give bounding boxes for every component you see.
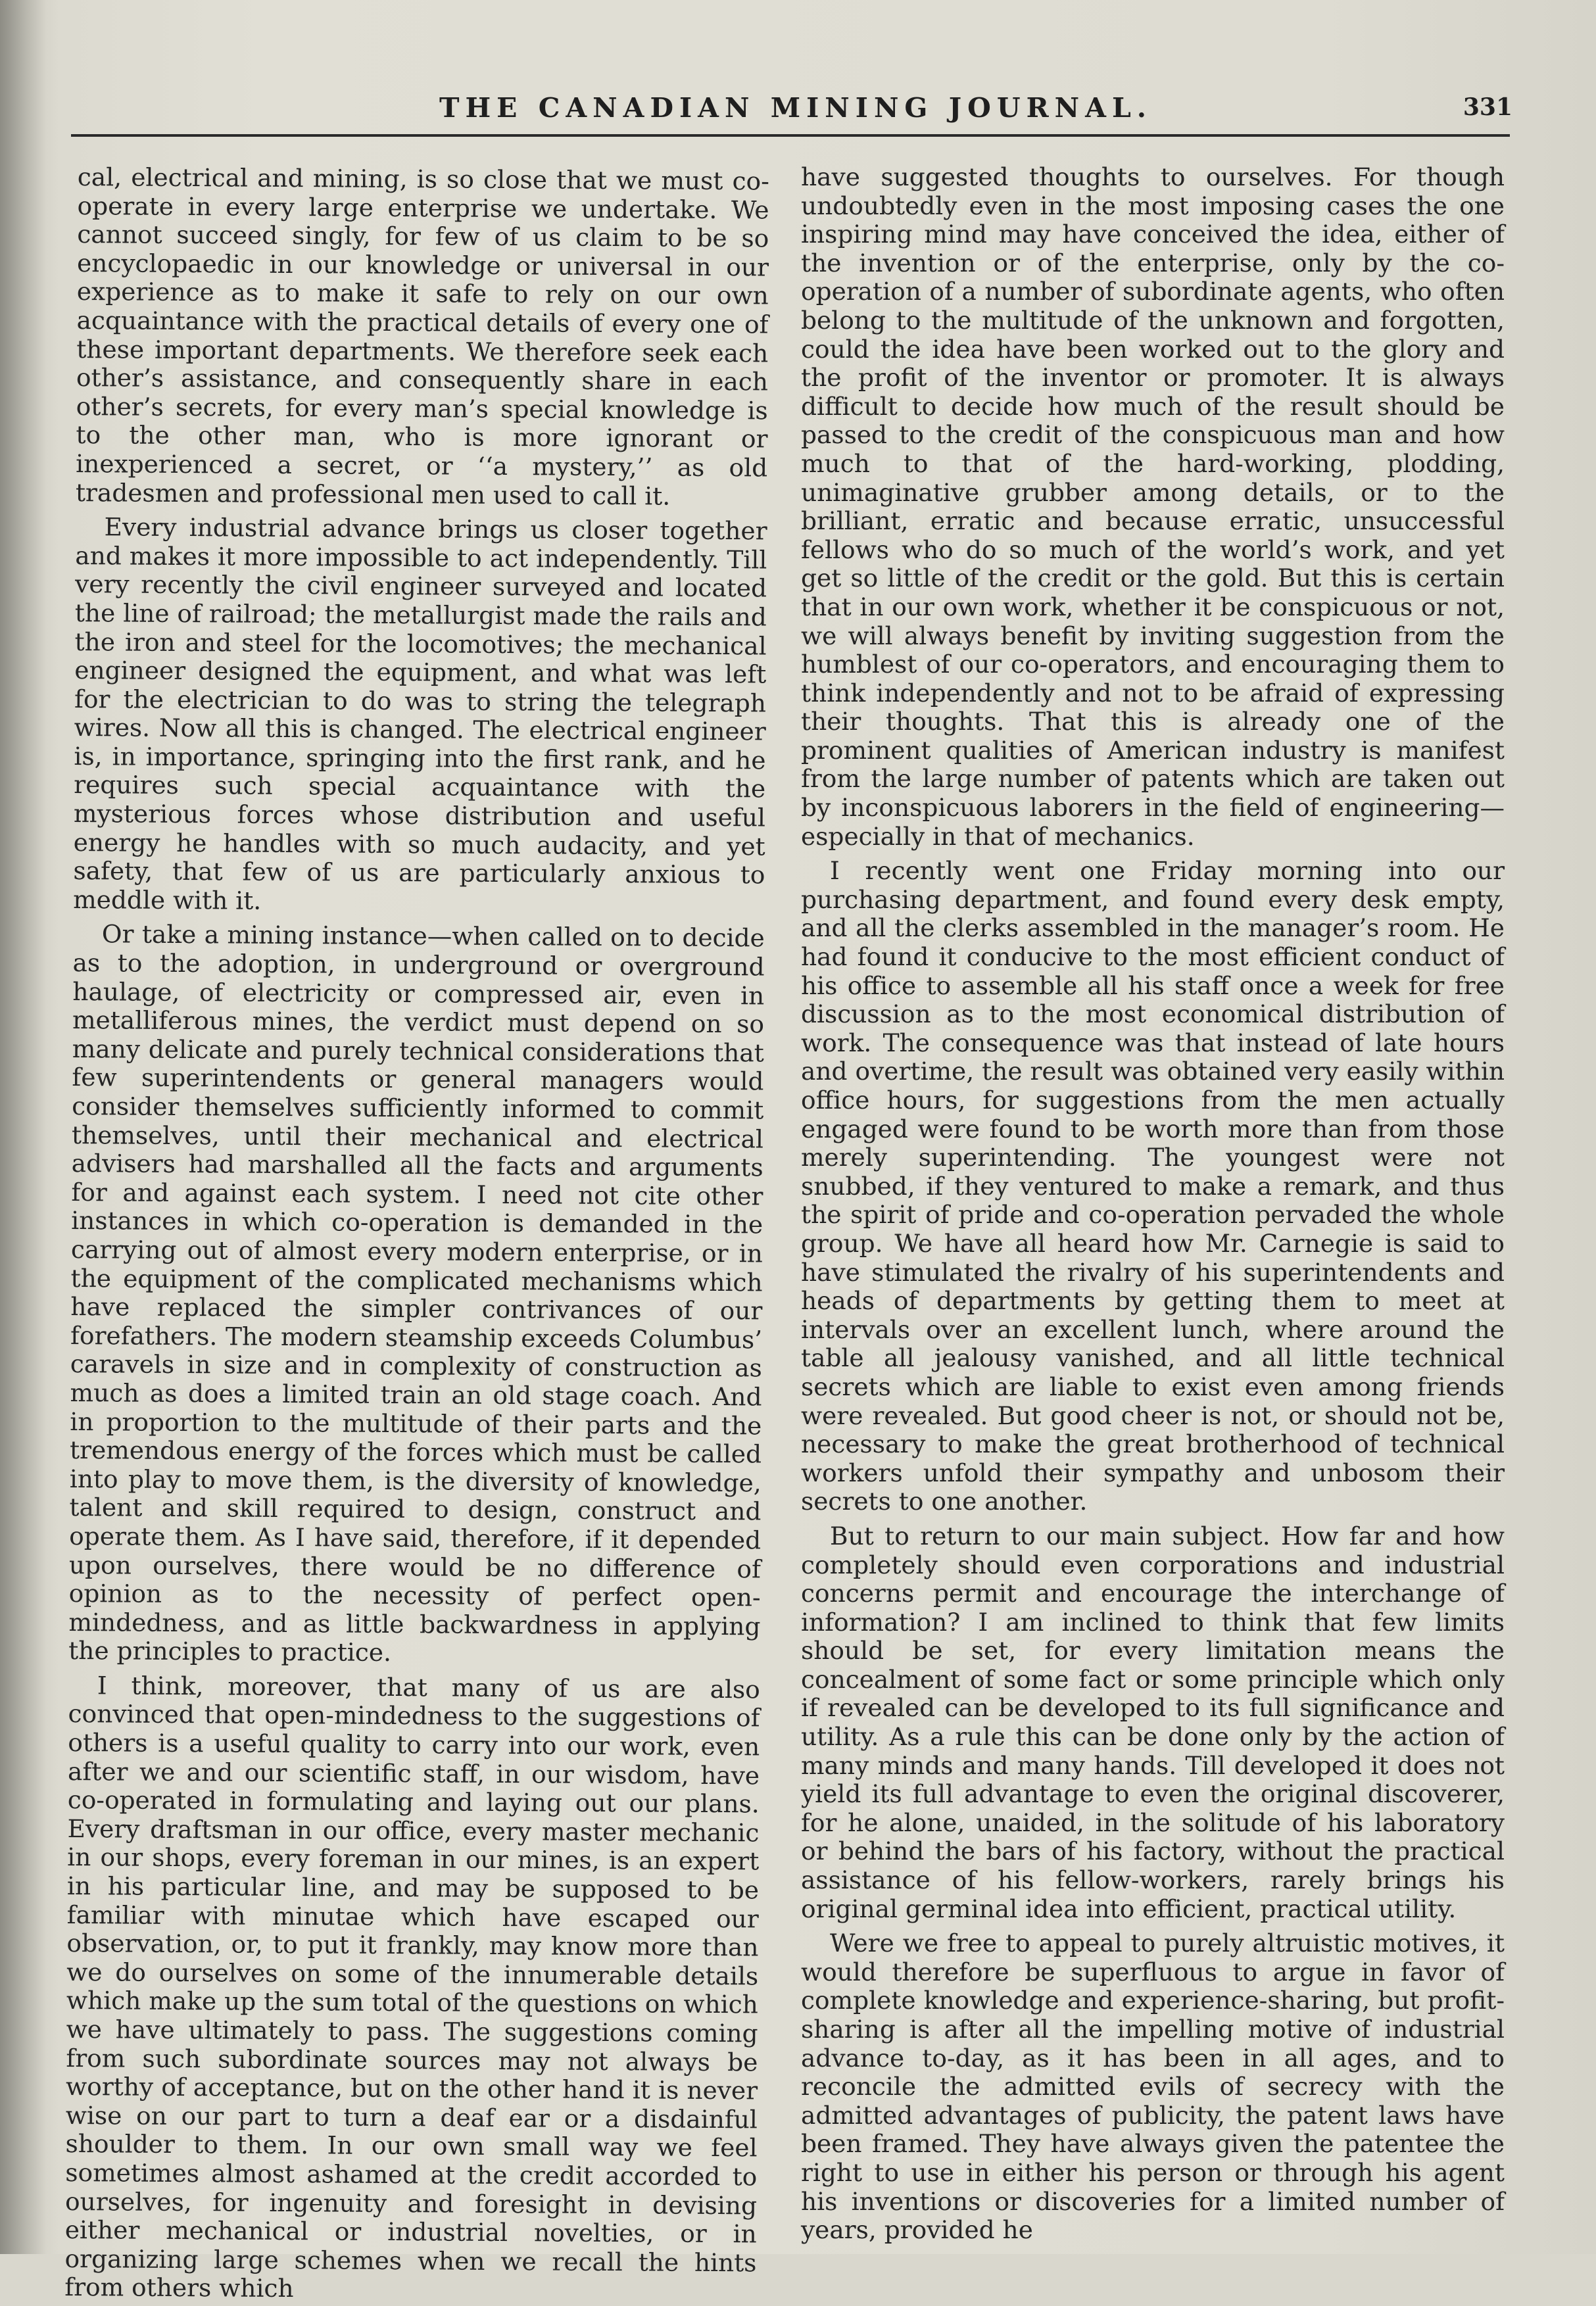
- paragraph: cal, electrical and mining, is so close that we must co-operate in every large enterprise we undertake. We cannot succeed singly, for few of us claim to be so encyclopaedic in our knowledge or universal in our experience as to make it safe to rely on our own acquaintance with the practical details of every one of these important departments. We therefore seek each other’s assistance, and consequently share in each other’s secrets, for every man’s special knowledge is to the other man, who is more ignorant or inexperienced a secret, or ‘‘a mystery,’’ as old tradesmen and professional men used to call it.: [75, 162, 769, 511]
- paragraph: Were we free to appeal to purely altruistic motives, it would therefore be superfluous to argue in favor of complete knowledge and experience-sharing, but profit-sharing is after all the impelling motive of industrial advance to-day, as it has been in all ages, and to reconcile the admitted evils of secrecy with the admitted advantages of publicity, the patent laws have been framed. They have always given the patentee the right to use in either his person or through his agent his inventions or discoveries for a limited number of years, provided he: [801, 1929, 1505, 2245]
- binding-shadow: [0, 0, 46, 2254]
- paragraph: Every industrial advance brings us closer together and makes it more impossible to act independently. Till very recently the civil engineer surveyed and located the line of railroad; the metallurgist made the rails and the iron and steel for the locomotives; the mechanical engineer designed the equipment, and what was left for the electrician to do was to string the telegraph wires. Now all this is changed. The electrical engineer is, in importance, springing into the first rank, and he requires such special acquaintance with the mysterious forces whose distribution and useful energy he handles with so much audacity, and yet safety, that few of us are particularly anxious to meddle with it.: [73, 512, 767, 915]
- paragraph: I recently went one Friday morning into our purchasing department, and found every desk empty, and all the clerks assembled in the manager’s room. He had found it conducive to the most efficient conduct of his office to assemble all his staff once a week for free discussion as to the most economical distribution of work. The consequence was that instead of late hours and overtime, the result was obtained very easily within office hours, for suggestions from the men actually engaged were found to be worth more than from those merely superintending. The youngest were not snubbed, if they ventured to make a remark, and thus the spirit of pride and co-operation pervaded the whole group. We have all heard how Mr. Carnegie is said to have stimulated the rivalry of his superintendents and heads of departments by getting them to meet at intervals over an excellent lunch, where around the table all jealousy vanished, and all little technical secrets which are liable to exist even among friends were revealed. But good cheer is not, or should not be, necessary to make the great brotherhood of technical workers unfold their sympathy and unbosom their secrets to one another.: [801, 856, 1505, 1516]
- paragraph: Or take a mining instance—when called on to decide as to the adoption, in underground or overground haulage, of electricity or compressed air, even in metalliferous mines, the verdict must depend on so many delicate and purely technical considerations that few superintendents or general managers would consider themselves sufficiently informed to commit themselves, until their mechanical and electrical advisers had marshalled all the facts and arguments for and against each system. I need not cite other instances in which co-operation is demanded in the carrying out of almost every modern enterprise, or in the equipment of the complicated mechanisms which have replaced the simpler contrivances of our forefathers. The modern steamship exceeds Columbus’ caravels in size and in complexity of construction as much as does a limited train an old stage coach. And in proportion to the multitude of their parts and the tremendous energy of the forces which must be called into play to move them, is the diversity of knowledge, talent and skill required to design, construct and operate them. As I have said, therefore, if it depended upon ourselves, there would be no difference of opinion as to the necessity of perfect open-mindedness, and as little backwardness in applying the principles to practice.: [68, 919, 765, 1668]
- page-number: 331: [1463, 93, 1512, 121]
- paragraph: I think, moreover, that many of us are also convinced that open-mindedness to the suggestions of others is a useful quality to carry into our work, even after we and our scientific staff, in our wisdom, have co-operated in formulating and laying out our plans. Every draftsman in our office, every master mechanic in our shops, every foreman in our mines, is an expert in his particular line, and may be supposed to be familiar with minutae which have escaped our observation, or, to put it frankly, may know more than we do ourselves on some of the innumerable details which make up the sum total of the questions on which we have ultimately to pass. The suggestions coming from such subordinate sources may not always be worthy of acceptance, but on the other hand it is never wise on our part to turn a deaf ear or a disdainful shoulder to them. In our own small way we feel sometimes almost ashamed at the credit accorded to ourselves, for ingenuity and foresight in devising either mechanical or industrial novelties, or in organizing large schemes when we recall the hints from others which: [64, 1671, 760, 2303]
- left-column: [64, 163, 769, 2306]
- paragraph: have suggested thoughts to ourselves. For though undoubtedly even in the most imposing cases the one inspiring mind may have conceived the idea, either of the invention or of the enterprise, only by the co-operation of a number of subordinate agents, who often belong to the multitude of the unknown and forgotten, could the idea have been worked out to the glory and the profit of the inventor or promoter. It is always difficult to decide how much of the result should be passed to the credit of the conspicuous man and how much to that of the hard-working, plodding, unimaginative grubber among details, or to the brilliant, erratic and because erratic, unsuccessful fellows who do so much of the world’s work, and yet get so little of the credit or the gold. But this is certain that in our own work, whether it be conspicuous or not, we will always benefit by inviting suggestion from the humblest of our co-operators, and encouraging them to think independently and not to be afraid of expressing their thoughts. That this is already one of the prominent qualities of American industry is manifest from the large number of patents which are taken out by inconspicuous laborers in the field of engineering—especially in that of mechanics.: [801, 162, 1505, 851]
- header-rule: [71, 134, 1510, 137]
- right-column: [801, 163, 1505, 2245]
- paragraph: But to return to our main subject. How far and how completely should even corporations and industrial concerns permit and encourage the interchange of information? I am inclined to think that few limits should be set, for every limitation means the concealment of some fact or some principle which only if revealed can be developed to its full significance and utility. As a rule this can be done only by the action of many minds and many hands. Till developed it does not yield its full advantage to even the original discoverer, for he alone, unaided, in the solitude of his laboratory or behind the bars of his factory, without the practical assistance of his fellow-workers, rarely brings his original germinal idea into efficient, practical utility.: [801, 1521, 1505, 1923]
- running-header-title: THE CANADIAN MINING JOURNAL.: [439, 92, 1153, 124]
